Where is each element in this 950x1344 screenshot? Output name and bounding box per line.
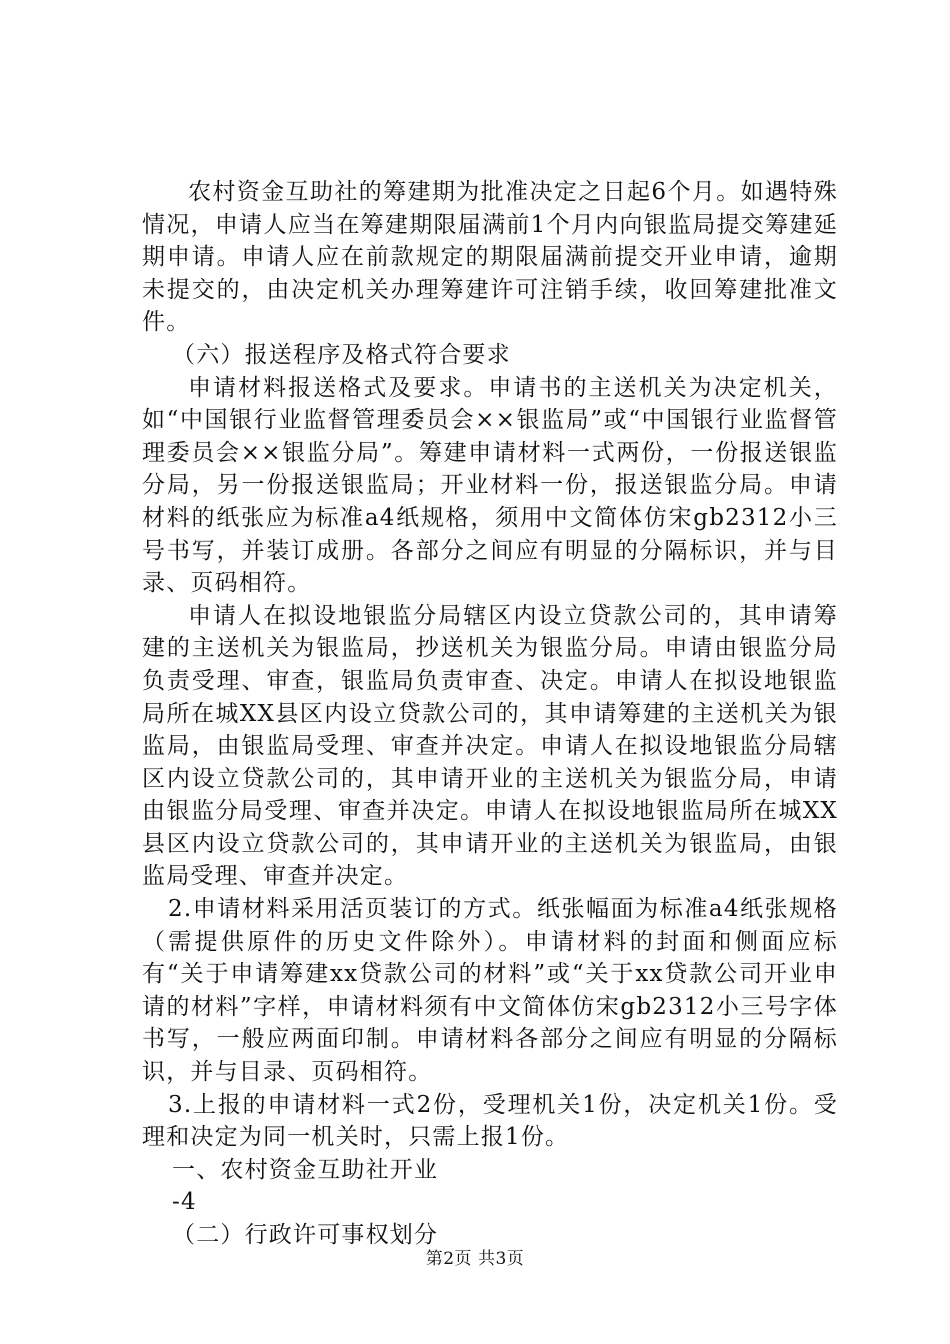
- paragraph-item-3-copies: 3.上报的申请材料一式2份，受理机关1份，决定机关1份。受理和决定为同一机关时，只需上报1份。: [142, 1091, 838, 1151]
- page-footer: 第2页 共3页: [425, 1249, 525, 1269]
- section-heading-cooperative-opening: 一、农村资金互助社开业: [172, 1156, 439, 1183]
- section-heading-submission-format: （六）报送程序及格式符合要求: [172, 341, 511, 368]
- paragraph-submission-requirements: 申请材料报送格式及要求。申请书的主送机关为决定机关，如“中国银行业监督管理委员会××银监局”或“中国银行业监督管理委员会××银监分局”。筹建申请材料一式两份，一份报送银监分局，另一份报送银监局；开业材料一份，报送银监分局。申请材料的纸张应为标准a4纸规格，须用中文简体仿宋gb2312小三号书写，并装订成册。各部分之间应有明显的分隔标识，并与目录、页码相符。: [142, 374, 838, 597]
- section-heading-licensing-authority: （二）行政许可事权划分: [172, 1222, 439, 1248]
- document-body: [142, 176, 838, 1252]
- paragraph-applicant-authority: 申请人在拟设地银监分局辖区内设立贷款公司的，其申请筹建的主送机关为银监局，抄送机关为银监分局。申请由银监分局负责受理、审查，银监局负责审查、决定。申请人在拟设地银监局所在城XX县区内设立贷款公司的，其申请筹建的主送机关为银监局，由银监局受理、审查并决定。申请人在拟设地银监分局辖区内设立贷款公司的，其申请开业的主送机关为银监分局，申请由银监分局受理、审查并决定。申请人在拟设地银监局所在城XX县区内设立贷款公司的，其申请开业的主送机关为银监局，由银监局受理、审查并决定。: [142, 602, 838, 890]
- page-fragment-number: -4: [172, 1189, 197, 1216]
- paragraph-item-2-binding: 2.申请材料采用活页装订的方式。纸张幅面为标准a4纸张规格（需提供原件的历史文件除外）。申请材料的封面和侧面应标有“关于申请筹建xx贷款公司的材料”或“关于xx贷款公司开业申请的材料”字样，申请材料须有中文简体仿宋gb2312小三号字体书写，一般应两面印制。申请材料各部分之间应有明显的分隔标识，并与目录、页码相符。: [142, 896, 838, 1086]
- paragraph-preparation-period: 农村资金互助社的筹建期为批准决定之日起6个月。如遇特殊情况，申请人应当在筹建期限届满前1个月内向银监局提交筹建延期申请。申请人应在前款规定的期限届满前提交开业申请，逾期未提交的，由决定机关办理筹建许可注销手续，收回筹建批准文件。: [142, 179, 838, 336]
